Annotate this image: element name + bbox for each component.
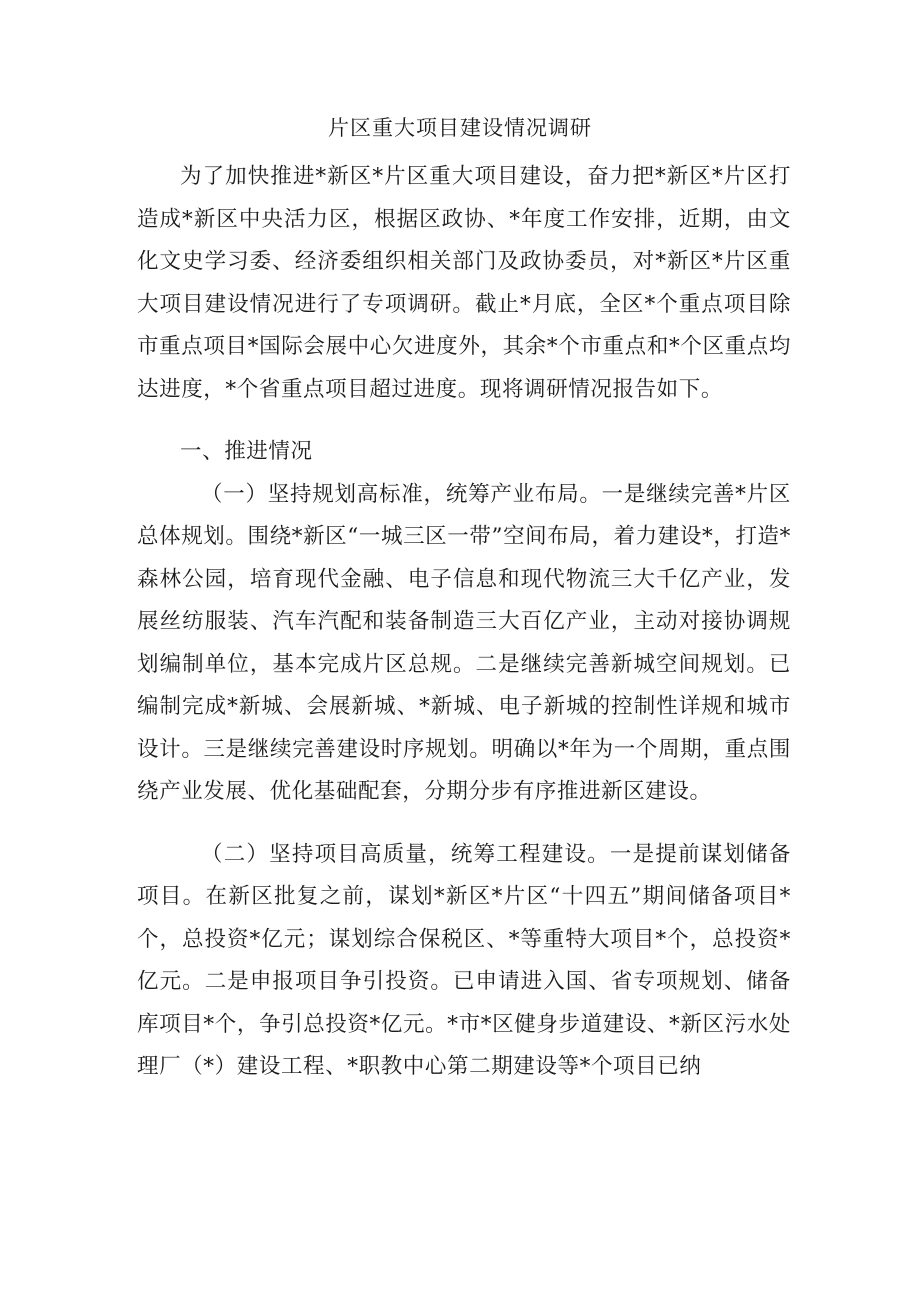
paragraph-gap — [137, 411, 791, 431]
document-body — [137, 156, 791, 1089]
item-one-paragraph: （一）坚持规划高标准，统筹产业布局。一是继续完善*片区总体规划。围绕*新区“一城三区一带”空间布局，着力建设*，打造*森林公园，培育现代金融、电子信息和现代物流三大千亿产业，发展丝纺服装、汽车汽配和装备制造三大百亿产业，主动对接协调规划编制单位，基本完成片区总规。二是继续完善新城空间规划。已编制完成*新城、会展新城、*新城、电子新城的控制性详规和城市设计。三是继续完善建设时序规划。明确以*年为一个周期，重点围绕产业发展、优化基础配套，分期分步有序推进新区建设。 — [137, 481, 791, 804]
item-two-paragraph: （二）坚持项目高质量，统筹工程建设。一是提前谋划储备项目。在新区批复之前，谋划*新区*片区“十四五”期间储备项目*个，总投资*亿元；谋划综合保税区、*等重特大项目*个，总投资*亿元。二是申报项目争引投资。已申请进入国、省专项规划、储备库项目*个，争引总投资*亿元。*市*区健身步道建设、*新区污水处理厂（*）建设工程、*职教中心第二期建设等*个项目已纳 — [137, 841, 791, 1079]
document-title: 片区重大项目建设情况调研 — [328, 116, 592, 140]
paragraph-gap — [137, 814, 791, 834]
section-heading: 一、推进情况 — [180, 439, 313, 464]
intro-paragraph: 为了加快推进*新区*片区重大项目建设，奋力把*新区*片区打造成*新区中央活力区，根据区政协、*年度工作安排，近期，由文化文史学习委、经济委组织相关部门及政协委员，对*新区*片区重大项目建设情况进行了专项调研。截止*月底，全区*个重点项目除市重点项目*国际会展中心欠进度外，其余*个市重点和*个区重点均达进度，*个省重点项目超过进度。现将调研情况报告如下。 — [137, 164, 791, 402]
